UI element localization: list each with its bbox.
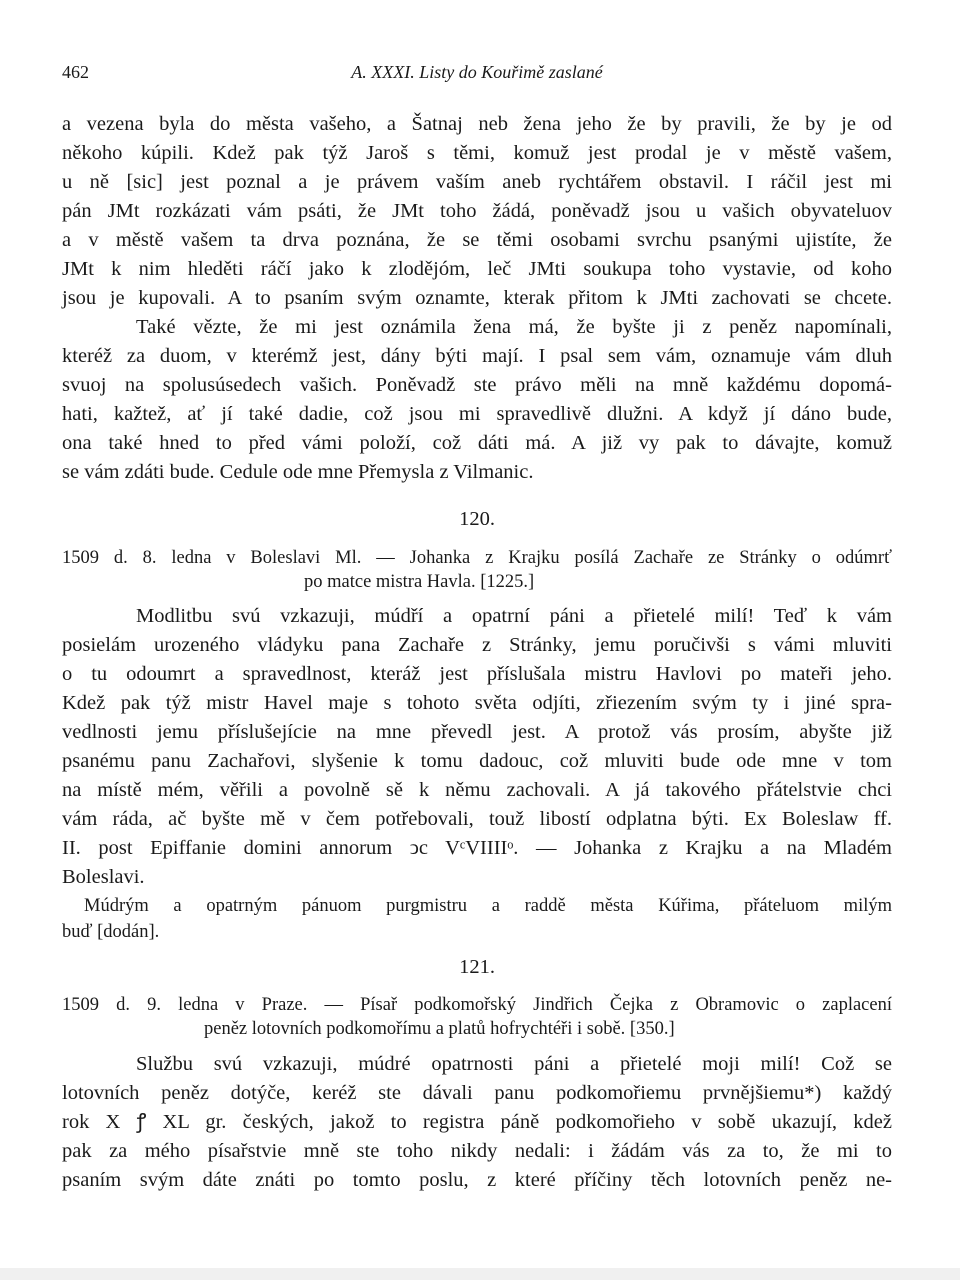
text-line: vedlnosti jemu příslušejície na mne převedl jest. A protož vás prosím, abyšte již <box>62 721 892 743</box>
text-line: Službu svú vzkazuji, múdré opatrnosti páni a přietelé moji milí! Což se <box>136 1053 892 1075</box>
page-number: 462 <box>62 62 89 82</box>
page-header <box>62 62 892 90</box>
text-line: pán JMt rozkázati vám psáti, že JMt toho žádá, poněvadž jsou u vašich obyvateluov <box>62 200 892 222</box>
running-head: A. XXXI. Listy do Kouřimě zaslané <box>351 62 603 82</box>
text-line: posielám urozeného vládyku pana Zachaře z Stránky, jemu poručivši s vámi mluviti <box>62 634 892 656</box>
text-line: svuoj na spolusúsedech vašich. Poněvadž ste právo měli na mně každému dopomá- <box>62 374 892 396</box>
page-bottom-edge <box>0 1268 960 1280</box>
text-line: Také vězte, že mi jest oznámila žena má, že byšte ji z peněz napomínali, <box>136 316 892 338</box>
text-line: Boleslavi. <box>62 866 145 888</box>
address-120 <box>62 893 892 945</box>
regest-line: 1509 d. 8. ledna v Boleslavi Ml. — Johanka z Krajku posílá Zachaře ze Stránky o odúmrť <box>62 548 892 568</box>
regest-line: po matce mistra Havla. [1225.] <box>304 572 535 592</box>
regest-line: peněz lotovních podkomořímu a platů hofrychtéři i sobě. [350.] <box>204 1019 675 1039</box>
text-line: kteréž za duom, v kterémž jest, dány býti mají. I psal sem vám, oznamuje vám dluh <box>62 345 892 367</box>
text-line: se vám zdáti bude. Cedule ode mne Přemysla z Vilmanic. <box>62 461 534 483</box>
text-line: psanému panu Zachařovi, slyšenie k tomu dadouc, což mluviti bude ode mne v tom <box>62 750 892 772</box>
regest-120 <box>62 546 892 594</box>
text-line: a vezena byla do města vašeho, a Šatnaj neb žena jeho že by pravili, že by je od <box>62 113 892 135</box>
text-line: někoho kúpili. Kdež pak týž Jaroš s těmi, komuž jest prodal je v městě vašem, <box>62 142 892 164</box>
text-line: pak za mého písařstvie mně ste toho nikdy nedali: i žádám vás za to, že mi to <box>62 1140 892 1162</box>
body-121 <box>62 1050 892 1195</box>
document-number: 121. <box>459 956 495 978</box>
address-line: Múdrým a opatrným pánuom purgmistru a raddě města Kúřima, přáteluom milým <box>84 896 892 916</box>
text-line: hati, kažtež, ať jí také dadie, což jsou mi spravedlivě dlužni. A když jí dáno bude, <box>62 403 892 425</box>
text-line: Kdež pak týž mistr Havel maje s tohoto světa odjíti, zřiezením svým ty i jiné spra- <box>62 692 892 714</box>
text-line: psaním svým dáte znáti po tomto poslu, z které příčiny těch lotovních peněz ne- <box>62 1169 892 1191</box>
text-line: II. post Epiffanie domini annorum ↄc VᶜVIIIIᵒ. — Johanka z Krajku a na Mladém <box>62 837 892 859</box>
text-line: rok X ꝭ XL gr. českých, jakož to registra páně podkomořieho v sobě ukazují, kdež <box>62 1111 892 1133</box>
regest-line: 1509 d. 9. ledna v Praze. — Písař podkomořský Jindřich Čejka z Obramovic o zaplacení <box>62 995 892 1015</box>
text-line: a v městě vašem ta drva poznána, že se těmi osobami svrchu psanými ujistíte, že <box>62 229 892 251</box>
document-number: 120. <box>459 508 495 530</box>
continuation-text <box>62 110 892 487</box>
body-120 <box>62 602 892 892</box>
text-line: na místě mém, věřili a povolně sě k němu zachovali. A já takového přátelstvie chci <box>62 779 892 801</box>
text-line: jsou je kupovali. A to psaním svým oznamte, kterak přitom k JMti zachovati se chcete. <box>62 287 892 309</box>
text-line: ona také hned to před vámi položí, což dáti má. A již vy pak to dávajte, komuž <box>62 432 892 454</box>
address-line: buď [dodán]. <box>62 922 160 942</box>
text-line: lotovních peněz dotýče, keréž ste dávali panu podkomořiemu prvnějšiemu*) každý <box>62 1082 892 1104</box>
text-line: o tu odoumrt a spravedlnost, kteráž jest příslušala mistru Havlovi po mateři jeho. <box>62 663 892 685</box>
text-line: JMt k nim hleděti ráčí jako k zlodějóm, leč JMti soukupa toho vystavie, od koho <box>62 258 892 280</box>
text-line: vám ráda, ač byšte mě v čem potřebovali, touž libostí odplatna býti. Ex Boleslaw ff. <box>62 808 892 830</box>
text-line: u ně [sic] jest poznal a je právem vaším aneb rychtářem obstavil. I ráčil jest mi <box>62 171 892 193</box>
text-line: Modlitbu svú vzkazuji, múdří a opatrní páni a přietelé milí! Teď k vám <box>136 605 892 627</box>
regest-121 <box>62 993 892 1041</box>
